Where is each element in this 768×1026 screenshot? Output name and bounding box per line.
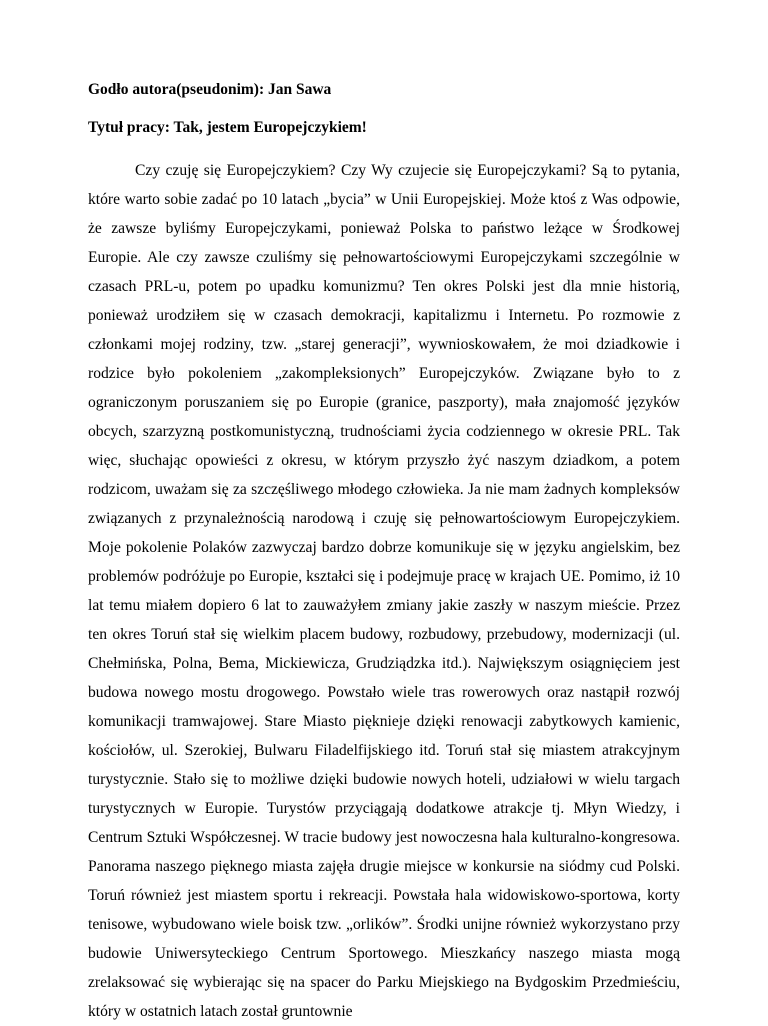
essay-paragraph: Czy czuję się Europejczykiem? Czy Wy czujecie się Europejczykami? Są to pytania, które warto sobie zadać po 10 latach „bycia” w Unii Europejskiej. Może ktoś z Was odpowie, że zawsze byliśmy Europejczykami, ponieważ Polska to państwo leżące w Środkowej Europie. Ale czy zawsze czuliśmy się pełnowartościowymi Europejczykami szczególnie w czasach PRL-u, potem po upadku komunizmu? Ten okres Polski jest dla mnie historią, ponieważ urodziłem się w czasach demokracji, kapitalizmu i Internetu. Po rozmowie z członkami mojej rodziny, tzw. „starej generacji”, wywnioskowałem, że moi dziadkowie i rodzice było pokoleniem „zakompleksionych” Europejczyków. Związane było to z ograniczonym poruszaniem się po Europie (granice, paszporty), mała znajomość języków obcych, szarzyzną postkomunistyczną, trudnościami życia codziennego w okresie PRL. Tak więc, słuchając opowieści z okresu, w którym przyszło żyć naszym dziadkom, a potem rodzicom, uważam się za szczęśliwego młodego człowieka. Ja nie mam żadnych kompleksów związanych z przynależnością narodową i czuję się pełnowartościowym Europejczykiem. Moje pokolenie Polaków zazwyczaj bardzo dobrze komunikuje się w języku angielskim, bez problemów podróżuje po Europie, kształci się i podejmuje pracę w krajach UE. Pomimo, iż 10 lat temu miałem dopiero 6 lat to zauważyłem zmiany jakie zaszły w naszym mieście. Przez ten okres Toruń stał się wielkim placem budowy, rozbudowy, przebudowy, modernizacji (ul. Chełmińska, Polna, Bema, Mickiewicza, Grudziądzka itd.). Największym osiągnięciem jest budowa nowego mostu drogowego. Powstało wiele tras rowerowych oraz nastąpił rozwój komunikacji tramwajowej. Stare Miasto pięknieje dzięki renowacji zabytkowych kamienic, kościołów, ul. Szerokiej, Bulwaru Filadelfijskiego itd. Toruń stał się miastem atrakcyjnym turystycznie. Stało się to możliwe dzięki budowie nowych hoteli, udziałowi w wielu targach turystycznych w Europie. Turystów przyciągają dodatkowe atrakcje tj. Młyn Wiedzy, i Centrum Sztuki Współczesnej. W tracie budowy jest nowoczesna hala kulturalno-kongresowa. Panorama naszego pięknego miasta zajęła drugie miejsce w konkursie na siódmy cud Polski. Toruń również jest miastem sportu i rekreacji. Powstała hala widowiskowo-sportowa, korty tenisowe, wybudowano wiele boisk tzw. „orlików”. Środki unijne również wykorzystano przy budowie Uniwersyteckiego Centrum Sportowego. Mieszkańcy naszego miasta mogą zrelaksować się wybierając się na spacer do Parku Miejskiego na Bydgoskim Przedmieściu, który w ostatnich latach został gruntownie — [88, 162, 680, 1020]
document-page — [88, 80, 680, 1026]
author-pseudonym-line: Godło autora(pseudonim): Jan Sawa — [88, 81, 332, 98]
work-title-line: Tytuł pracy: Tak, jestem Europejczykiem! — [88, 119, 367, 136]
